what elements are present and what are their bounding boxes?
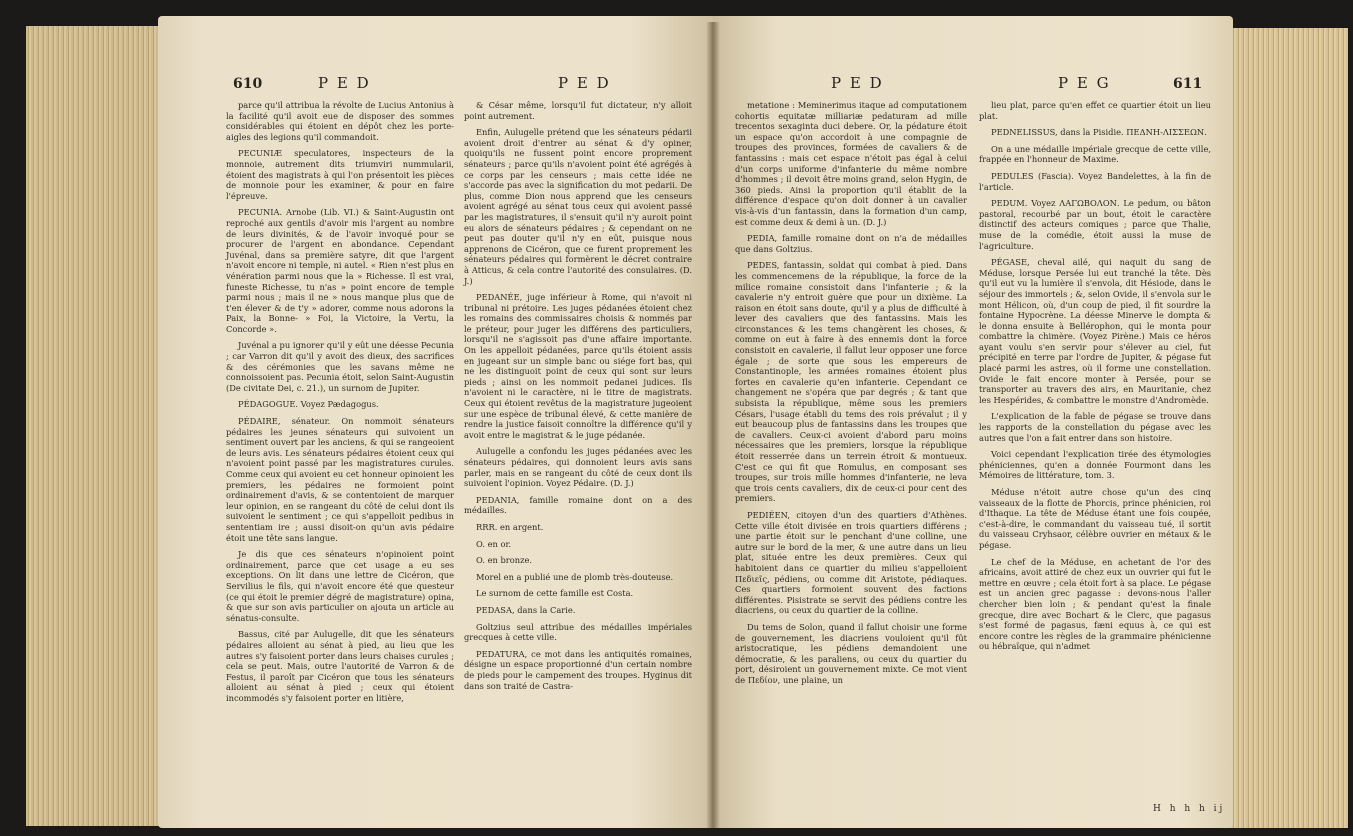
- text-column-1: [226, 100, 454, 709]
- text-column-2: [979, 100, 1211, 658]
- paragraph: parce qu'il attribua la révolte de Lucius Antonius à la facilité qu'il avoit eue de disposer des sommes considérables qui étoient en dépôt chez les porte-aigles des legions qu'il commandoit.: [226, 100, 454, 142]
- paragraph: PEDES, fantassin, soldat qui combat à pied. Dans les commencemens de la république, la force de la milice romaine consistoit dans l'infanterie ; & la cavalerie n'y entroit guère que pour un dixième. La raison en étoit sans doute, qu'il y a plus de difficulté à lever des cavaliers que des fantassins. Mais les circonstances & les tems changèrent les choses, & comme on eut à faire à des ennemis dont la force consistoit en cavalerie, il fallut leur opposer une force égale ; de sorte que sous les empereurs de Constantinople, les armées romaines étoient plus fortes en cavalerie qu'en infanterie. Cependant ce changement ne s'opéra que par degrés ; & tant que subsista la république, même sous les premiers Césars, l'usage établi du tems des rois prévalut ; il y eut beaucoup plus de fantassins dans les troupes que de cavaliers. Ceux-ci avoient d'abord paru moins nécessaires que les premiers, lorsque la république étoit resserrée dans un terrein étroit & montueux. C'est ce qui fit que Romulus, en composant ses troupes, sur trois mille hommes d'infanterie, ne leva que trois cents cavaliers, dix de ceux-ci pour cent des premiers.: [735, 260, 967, 504]
- paragraph: PEDANÉE, juge inférieur à Rome, qui n'avoit ni tribunal ni prétoire. Les juges pédanées étoient chez les romains des commissaires choisis & nommés par le préteur, pour juger les différens des particuliers, lorsqu'il ne s'agissoit pas d'une affaire importante. On les appelloit pédanées, parce qu'ils étoient assis en jugeant sur un simple banc ou siége fort bas, qui ne les distinguoit point de ceux qui sont sur leurs pieds ; ainsi on les nommoit pedanei judices. Ils n'avoient ni le caractère, ni le titre de magistrats. Ceux qui étoient revêtus de la magistrature jugeoient sur une espèce de tribunal élevé, & cette manière de rendre la justice faisoit connoître la différence qu'il y avoit entre le magistrat & le juge pédanée.: [464, 292, 692, 440]
- text-column-2: [464, 100, 692, 697]
- running-head: P E G: [1058, 74, 1111, 92]
- book-gutter: [706, 22, 720, 828]
- paragraph: PEDIA, famille romaine dont on n'a de médailles que dans Goltzius.: [735, 233, 967, 254]
- page-number: 611: [1173, 76, 1203, 92]
- book-spread: [8, 6, 1346, 832]
- paragraph: lieu plat, parce qu'en effet ce quartier étoit un lieu plat.: [979, 100, 1211, 121]
- paragraph: O. en or.: [476, 538, 512, 549]
- paragraph: Juvénal a pu ignorer qu'il y eût une déesse Pecunia ; car Varron dit qu'il y avoit des dieux, des sacrifices & des cérémonies que les savans même ne connoissoient pas. Pecunia étoit, selon Saint-Augustin (De civitate Dei, c. 21.), un surnom de Jupiter.: [226, 340, 454, 393]
- paragraph: PEDULES (Fascia). Voyez Bandelettes, à la fin de l'article.: [979, 170, 1211, 192]
- paragraph: L'explication de la fable de pégase se trouve dans les rapports de la constellation du pégase avec les autres que l'on a fait entrer dans son histoire.: [979, 411, 1211, 443]
- paragraph: PEDNELISSUS, dans la Pisidie. ΠΕΔΝΗ-ΛΙΣΣΕΩΝ.: [991, 127, 1207, 138]
- paragraph: Bassus, cité par Aulugelle, dit que les sénateurs pédaires alloient au sénat à pied, au lieu que les autres s'y faisoient porter dans leurs chaises curules ; cela se peut. Mais, outre l'autorité de Varron & de Festus, il paroît par Cicéron que tous les sénateurs alloient au sénat à pied ; ceux qui étoient incommodés s'y faisoient porter en litière,: [226, 629, 454, 703]
- paragraph: PECUNIA. Arnobe (Lib. VI.) & Saint-Augustin ont reproché aux gentils d'avoir mis l'argent au nombre de leurs divinités, & de l'avoir invoqué pour se procurer de l'argent en abondance. Cependant Juvénal, dans sa première satyre, dit que l'argent n'avoit encore ni temple, ni autel. « Rien n'est plus en vénération parmi nous que la » Richesse. Il est vrai, funeste Richesse, tu n'as » point encore de temple parmi nous ; mais il ne » nous manque plus que de t'en élever & de t'y » adorer, comme nous adorons la Paix, la Bonne- » Foi, la Victoire, la Vertu, la Concorde ».: [226, 207, 454, 334]
- paragraph: RRR. en argent.: [476, 521, 544, 532]
- paragraph: & César même, lorsqu'il fut dictateur, n'y alloit point autrement.: [464, 100, 692, 121]
- text-column-1: [735, 100, 967, 691]
- paragraph: PEDUM. Voyez ΛΑΓΩΒΟΛΟΝ. Le pedum, ou bâton pastoral, recourbé par un bout, étoit le caractère distinctif des acteurs comiques ; parce que Thalie, muse de la comédie, étoit aussi la muse de l'agriculture.: [979, 198, 1211, 251]
- right-page-edges: [1216, 28, 1348, 828]
- paragraph: O. en bronze.: [476, 555, 533, 566]
- paragraph: Morel en a publié une de plomb très-douteuse.: [476, 571, 674, 582]
- paragraph: Le chef de la Méduse, en achetant de l'or des africains, avoit attiré de chez eux un ouvrier qui fut le mettre en œuvre ; cela étoit fort à sa place. Le pégase est un ancien grec pagasse : devons-nous l'aller chercher bien loin ; & pendant qu'est la finale grecque, dire avec Bochart & le Clerc, que pagasus s'est formé de pagasus, fæni equus à, ce qui est encore contre les règles de la grammaire phénicienne ou hébraïque, qui n'admet: [979, 556, 1211, 652]
- paragraph: On a une médaille impériale grecque de cette ville, frappée en l'honneur de Maxime.: [979, 143, 1211, 165]
- paragraph: Aulugelle a confondu les juges pédanées avec les sénateurs pédaires, qui donnoient leurs avis sans parler, mais en se rangeant du côté de ceux dont ils suivoient l'opinion. Voyez Pédaire. (D. J.): [464, 446, 692, 489]
- paragraph: PEDIÉEN, citoyen d'un des quartiers d'Athènes. Cette ville étoit divisée en trois quartiers différens ; une partie étoit sur le penchant d'une colline, une autre sur le bord de la mer, & une autre dans un lieu plat, située entre les deux premières. Ceux qui habitoient dans ce quartier du milieu s'appelloient Πεδιεῖς, pédiens, ou comme dit Aristote, pédiaques. Ces quartiers formoient souvent des factions différentes. Pisistrate se servit des pédiens contre les diacriens, ou ceux du quartier de la colline.: [735, 509, 967, 616]
- paragraph: Le surnom de cette famille est Costa.: [476, 588, 634, 599]
- paragraph: Goltzius seul attribue des médailles impériales grecques à cette ville.: [464, 621, 692, 643]
- paragraph: Voici cependant l'explication tirée des étymologies phéniciennes, qu'en a donnée Fourmont dans les Mémoires de littérature, tom. 3.: [979, 449, 1211, 481]
- paragraph: PEDASA, dans la Carie.: [476, 604, 576, 615]
- right-page: [713, 16, 1233, 828]
- paragraph: Je dis que ces sénateurs n'opinoient point ordinairement, parce que cet usage a eu ses exceptions. On lit dans une lettre de Cicéron, que Servilius le fils, qui n'avoit encore été que questeur (ce qui étoit le premier dégré de magistrature) opina, & que sur son avis particulier on ajouta un article au sénatus-consulte.: [226, 549, 454, 623]
- running-head: P E D: [831, 74, 884, 92]
- running-head: P E D: [558, 74, 611, 92]
- paragraph: Enfin, Aulugelle prétend que les sénateurs pédarii avoient droit d'entrer au sénat & d'y opiner, quoiqu'ils ne fussent point encore proprement sénateurs ; parce qu'ils n'avoient point été agrégés à ce corps par les censeurs ; mais cette idée ne s'accorde pas avec la signification du mot pedarii. De plus, comme Dion nous apprend que les censeurs avoient agrégé au sénat tous ceux qui avoient passé par les magistratures, il s'ensuit qu'il n'y auroit point eu alors de sénateurs pédaires ; & cependant on ne peut pas douter qu'il n'y en eût, puisque nous apprenons de Cicéron, que ce furent proprement les sénateurs pédaires qui formèrent le décret contraire à Atticus, & cela contre l'autorité des consulaires. (D. J.): [464, 127, 692, 286]
- left-page-edges: [26, 26, 176, 826]
- paragraph: Du tems de Solon, quand il fallut choisir une forme de gouvernement, les diacriens vouloient qu'il fût aristocratique, les pédiens demandoient une démocratie, & les paraliens, ou ceux du quartier du port, désiroient un gouvernement mixte. Ce mot vient de Πεδίον, une plaine, un: [735, 621, 967, 685]
- paragraph: PÉDAGOGUE. Voyez Pædagogus.: [238, 399, 379, 410]
- page-number: 610: [233, 76, 263, 92]
- paragraph: PEDATURA, ce mot dans les antiquités romaines, désigne un espace proportionné d'un certain nombre de pieds pour le campement des troupes. Hyginus dit dans son traité de Castra-: [464, 648, 692, 691]
- paragraph: PÉGASE, cheval ailé, qui naquit du sang de Méduse, lorsque Persée lui eut tranché la tête. Dès qu'il eut vu la lumière il s'envola, dit Hésiode, dans le séjour des immortels ; &, selon Ovide, il s'envola sur le mont Hélicon, où, d'un coup de pied, il fit sourdre la fontaine Hypocrène. La déesse Minerve le dompta & le donna ensuite à Bellérophon, qui le monta pour combattre la chimère. (Voyez Pirène.) Mais ce héros ayant voulu s'en servir pour s'élever au ciel, fut précipité en terre par l'ordre de Jupiter, & pégase fut placé parmi les astres, où il forme une constellation. Ovide le fait encore monter à Persée, pour se transporter au travers des airs, en Mauritanie, chez les Hespérides, & combattre le monstre d'Andromède.: [979, 257, 1211, 405]
- paragraph: PÉDAIRE, sénateur. On nommoit sénateurs pédaires les jeunes sénateurs qui suivoient un sentiment ouvert par les anciens, & qui se rangeoient de leurs avis. Les sénateurs pédaires étoient ceux qui n'avoient point passé par les magistratures curules. Comme ceux qui avoient eu cet honneur opinoient les premiers, les pédaires ne formoient point ordinairement d'avis, & se contentoient de marquer leur opinion, en se rangeant du côté de celui dont ils suivoient le sentiment ; ce qui s'appelloit pedibus in sententiam ire ; aussi disoit-on qu'un avis pédaire étoit une tête sans langue.: [226, 416, 454, 543]
- running-head: P E D: [318, 74, 371, 92]
- paragraph: PEDANIA, famille romaine dont on a des médailles.: [464, 494, 692, 516]
- left-page: [158, 16, 713, 828]
- paragraph: PECUNIÆ speculatores, inspecteurs de la monnoie, autrement dits triumviri nummularii, étoient des magistrats à qui l'on présentoit les pièces de monnoie pour les examiner, & pour en faire l'épreuve.: [226, 148, 454, 201]
- paragraph: metatione : Meminerimus itaque ad computationem cohortis equitatæ milliariæ pedaturam ad mille trecentos sexaginta duci debere. Or, la pédature étoit un espace qu'on accordoit à une compagnie de troupes des provinces, formées de cavaliers & de fantassins : mais cet espace n'étoit pas égal à celui d'un corps uniforme d'infanterie du même nombre d'hommes ; il devoit être moins grand, selon Hygin, de 360 pieds. Ainsi la proportion qu'il établit de la différence d'espace qu'on doit donner à un cavalier vis-à-vis d'un fantassin, dans la formation d'un camp, est comme deux & demi à un. (D. J.): [735, 100, 967, 227]
- paragraph: Méduse n'étoit autre chose qu'un des cinq vaisseaux de la flotte de Phorcis, prince phénicien, roi d'Ithaque. La tête de Méduse étant une fois coupée, c'est-à-dire, le commandant du vaisseau tué, il sortit du vaisseau Cryhsaor, célèbre ouvrier en métaux & le pégase.: [979, 487, 1211, 550]
- signature-mark: H h h h ij: [1153, 804, 1226, 814]
